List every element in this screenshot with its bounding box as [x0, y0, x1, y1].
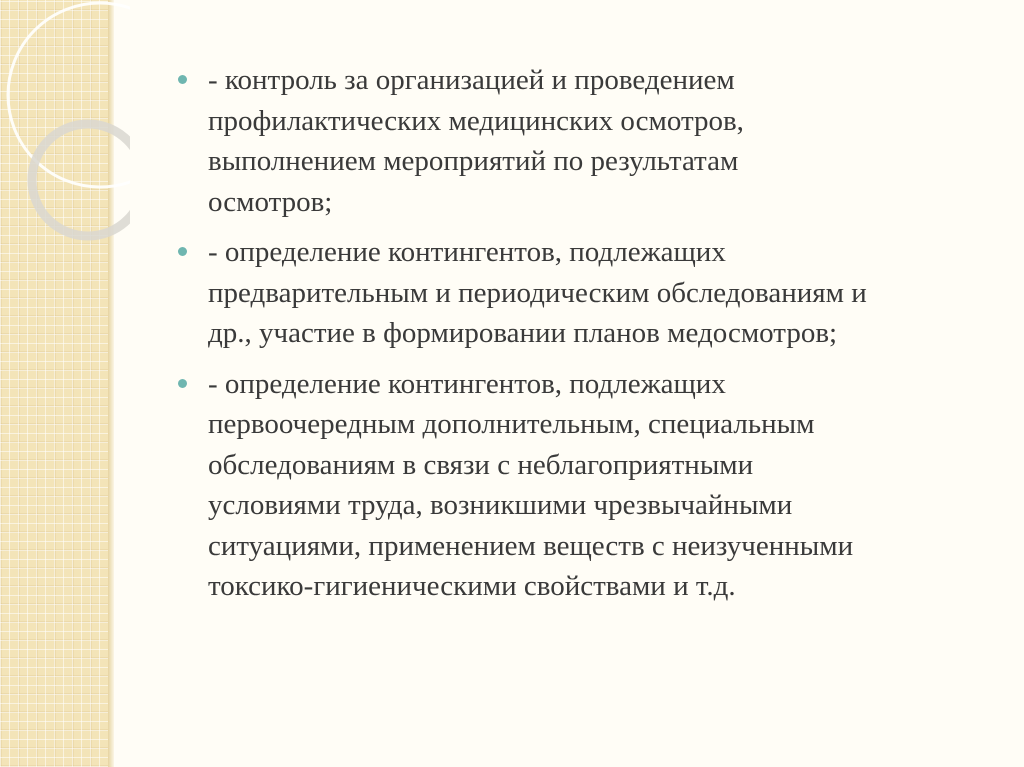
bullet-line: др., участие в формировании планов медосмотров; — [208, 317, 838, 349]
list-item — [176, 232, 996, 354]
bullet-line: ситуациями, применением веществ с неизученными — [208, 529, 854, 562]
bullet-dot-icon — [178, 247, 187, 256]
bullet-line: - контроль за организацией и проведением — [208, 64, 735, 96]
decorative-ring-large — [8, 3, 130, 187]
slide-content — [176, 60, 996, 617]
bullet-line: выполнением мероприятий по результатам — [208, 145, 739, 177]
list-item — [176, 60, 996, 222]
bullet-line: условиями труда, возникшими чрезвычайными — [208, 489, 793, 521]
bullet-line: - определение контингентов, подлежащих — [208, 367, 726, 400]
decorative-ring-small — [32, 124, 130, 236]
bullet-dot-icon — [178, 75, 187, 84]
decorative-rings — [0, 0, 130, 260]
bullet-list — [176, 60, 996, 607]
bullet-line: - определение контингентов, подлежащих — [208, 236, 726, 268]
list-item — [176, 364, 996, 607]
bullet-line: осмотров; — [208, 185, 333, 218]
bullet-dot-icon — [178, 379, 187, 388]
bullet-line: токсико-гигиеническими свойствами и т.д. — [208, 570, 736, 602]
bullet-line: профилактических медицинских осмотров, — [208, 104, 744, 137]
bullet-line: первоочередным дополнительным, специальным — [208, 408, 815, 440]
bullet-line: предварительным и периодическим обследованиям и — [208, 276, 867, 309]
bullet-line: обследованиям в связи с неблагоприятными — [208, 448, 754, 481]
